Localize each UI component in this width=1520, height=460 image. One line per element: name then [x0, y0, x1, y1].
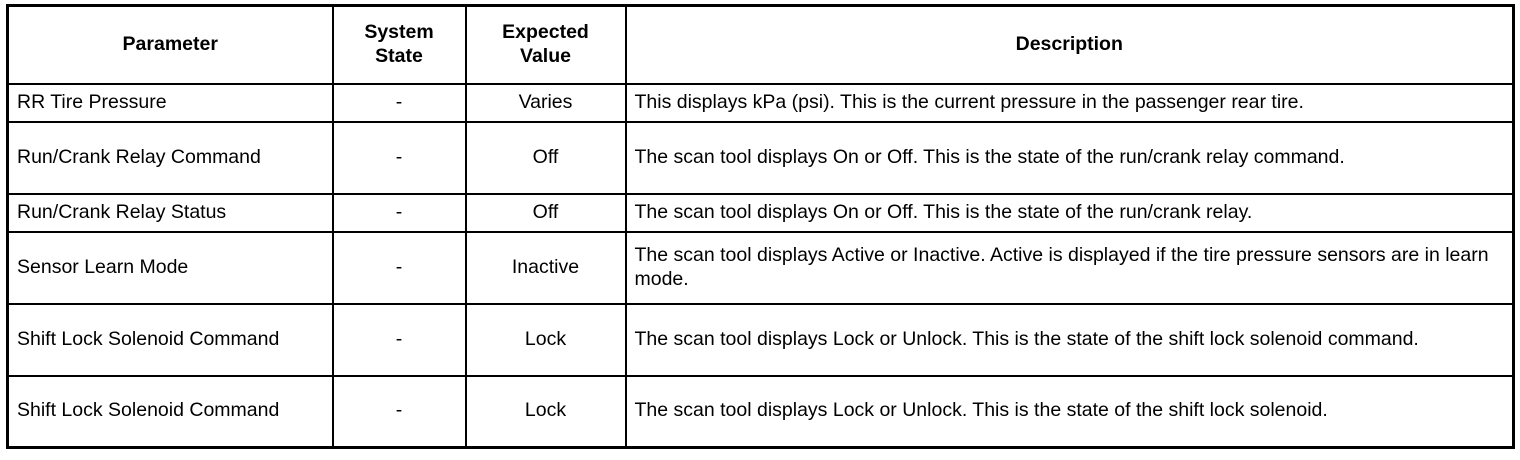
- cell-expected-value: Lock: [466, 376, 626, 448]
- column-header-system-state-line2: State: [375, 44, 423, 67]
- cell-system-state: -: [333, 194, 466, 232]
- column-header-expected-value: [466, 6, 626, 84]
- table-row: [8, 304, 1514, 376]
- cell-expected-value: Off: [466, 122, 626, 194]
- table-row: [8, 122, 1514, 194]
- cell-system-state: -: [333, 232, 466, 304]
- cell-system-state: -: [333, 84, 466, 122]
- column-header-description-label: Description: [1015, 32, 1123, 55]
- cell-expected-value: Inactive: [466, 232, 626, 304]
- parameter-specification-table: [6, 4, 1515, 449]
- table-body: [8, 84, 1514, 448]
- cell-expected-value: Off: [466, 194, 626, 232]
- column-header-system-state: [333, 6, 466, 84]
- table-row: [8, 84, 1514, 122]
- cell-description: The scan tool displays Active or Inactive. Active is displayed if the tire pressure sensors are in learn mode.: [626, 232, 1514, 304]
- table-row: [8, 232, 1514, 304]
- cell-parameter: Sensor Learn Mode: [8, 232, 333, 304]
- column-header-expected-value-line1: Expected: [502, 20, 589, 43]
- column-header-system-state-line1: System: [364, 20, 434, 43]
- column-header-parameter-label: Parameter: [122, 32, 218, 55]
- table-row: [8, 376, 1514, 448]
- cell-parameter: Run/Crank Relay Command: [8, 122, 333, 194]
- cell-description: This displays kPa (psi). This is the current pressure in the passenger rear tire.: [626, 84, 1514, 122]
- cell-parameter: Run/Crank Relay Status: [8, 194, 333, 232]
- table-header-row: [8, 6, 1514, 84]
- cell-parameter: RR Tire Pressure: [8, 84, 333, 122]
- cell-description: The scan tool displays On or Off. This is the state of the run/crank relay command.: [626, 122, 1514, 194]
- cell-system-state: -: [333, 122, 466, 194]
- table-row: [8, 194, 1514, 232]
- cell-description: The scan tool displays On or Off. This is the state of the run/crank relay.: [626, 194, 1514, 232]
- column-header-description: [626, 6, 1514, 84]
- column-header-expected-value-line2: Value: [520, 44, 571, 67]
- cell-expected-value: Varies: [466, 84, 626, 122]
- cell-expected-value: Lock: [466, 304, 626, 376]
- cell-system-state: -: [333, 304, 466, 376]
- cell-description: The scan tool displays Lock or Unlock. This is the state of the shift lock solenoid.: [626, 376, 1514, 448]
- table-header: [8, 6, 1514, 84]
- cell-system-state: -: [333, 376, 466, 448]
- cell-description: The scan tool displays Lock or Unlock. This is the state of the shift lock solenoid command.: [626, 304, 1514, 376]
- cell-parameter: Shift Lock Solenoid Command: [8, 376, 333, 448]
- cell-parameter: Shift Lock Solenoid Command: [8, 304, 333, 376]
- column-header-parameter: [8, 6, 333, 84]
